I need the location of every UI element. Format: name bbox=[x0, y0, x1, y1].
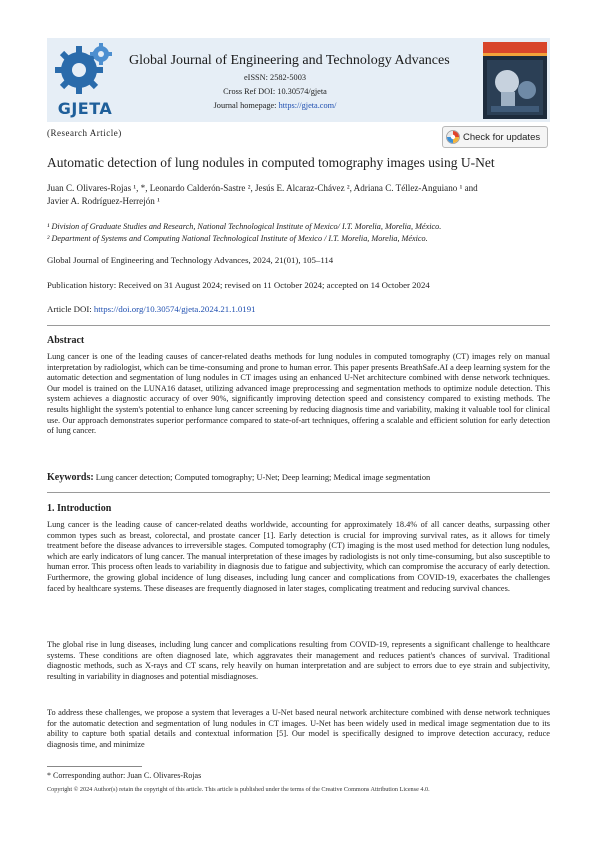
citation: Global Journal of Engineering and Technology Advances, 2024, 21(01), 105–114 bbox=[47, 255, 334, 265]
journal-title: Global Journal of Engineering and Technology Advances bbox=[129, 53, 450, 68]
abstract-text: Lung cancer is one of the leading causes of cancer-related deaths methods for lung nodules in computed tomography (CT) images rely on manual interpretation by radiologist, which can be time-consuming and prone to human error. This paper presents BreathSafe.AI a deep learning system for the automatic detection and segmentation of lung nodules in CT images using an enhanced U-Net architecture combined with dense network techniques. Our model is trained on the LUNA16 dataset, utilizing advanced image preprocessing and segmentation methods to optimize nodule detection. This system achieves a diagnostic accuracy of over 90%, significantly improving detection speed and consistency compared to existing methods. The results highlight the system's potential to enhance lung cancer screening by reducing diagnosis time and variability, making it valuable tool for clinical use. Our approach demonstrates superior performance compared to state-of-art techniques, offering a scalable and efficient solution for early detection of lung cancer. bbox=[47, 352, 550, 436]
article-doi: Article DOI: https://doi.org/10.30574/gjeta.2024.21.1.0191 bbox=[47, 304, 256, 314]
keywords-label: Keywords: bbox=[47, 472, 94, 483]
section-divider bbox=[47, 492, 550, 493]
copyright-notice: Copyright © 2024 Author(s) retain the copyright of this article. This article is published under the terms of the Creative Commons Attribution License 4.0. bbox=[47, 786, 430, 793]
crossref-doi: Cross Ref DOI: 10.30574/gjeta bbox=[223, 87, 327, 96]
affiliation-1: ¹ Division of Graduate Studies and Research, National Technological Institute of Mexico/ I.T. Morelia, Morelia, México. bbox=[47, 222, 442, 231]
check-for-updates-label: Check for updates bbox=[463, 132, 541, 143]
authors-line-1: Juan C. Olivares-Rojas ¹, *, Leonardo Calderón-Sastre ², Jesús E. Alcaraz-Chávez ², Adriana C. Téllez-Anguiano ¹ and bbox=[47, 183, 478, 193]
homepage-link[interactable]: https://gjeta.com/ bbox=[278, 101, 337, 110]
doi-link[interactable]: https://doi.org/10.30574/gjeta.2024.21.1.0191 bbox=[93, 304, 256, 314]
introduction-heading: 1. Introduction bbox=[47, 503, 112, 514]
eissn: eISSN: 2582-5003 bbox=[244, 73, 306, 82]
affiliation-2: ² Department of Systems and Computing National Technological Institute of Mexico / I.T. Morelia, Morelia, México. bbox=[47, 233, 428, 243]
cover-robot-art-icon bbox=[487, 60, 543, 115]
keywords bbox=[47, 472, 550, 483]
corresponding-author-footnote: * Corresponding author: Juan C. Olivares-Rojas bbox=[47, 771, 202, 780]
journal-cover-thumbnail bbox=[483, 42, 547, 119]
abstract-heading: Abstract bbox=[47, 335, 85, 346]
publication-history: Publication history: Received on 31 August 2024; revised on 11 October 2024; accepted on 14 October 2024 bbox=[47, 280, 430, 290]
footnote-rule bbox=[47, 766, 142, 767]
article-type: (Research Article) bbox=[47, 128, 122, 138]
keywords-text: Lung cancer detection; Computed tomography; U-Net; Deep learning; Medical image segmentation bbox=[93, 473, 431, 482]
article-title: Automatic detection of lung nodules in computed tomography images using U-Net bbox=[47, 155, 495, 170]
intro-paragraph-2: The global rise in lung diseases, including lung cancer and complications resulting from COVID-19, represents a significant challenge to healthcare systems. These conditions are often diagnosed late, which aggravates their management and reduces patient's chances of survival. Traditional diagnostic methods, such as X-rays and CT scans, rely heavily on human interpretation and are subject to errors due to eye strain and subjectivity, resulting in variability in diagnoses and potential misdiagnoses. bbox=[47, 640, 550, 681]
section-divider bbox=[47, 325, 550, 326]
affiliations bbox=[47, 221, 557, 244]
authors bbox=[47, 182, 557, 208]
intro-paragraph-1: Lung cancer is the leading cause of cancer-related deaths worldwide, accounting for approximately 18.4% of all cancer deaths, surpassing other common types such as breast, colorectal, and prostate cancer [1]. Early detection is crucial for improving survival rates, as it allows for timely treatment before the disease advances to irreversible stages. Computed tomography (CT) imaging is the most used method for detection lung nodules, which are early indicators of lung cancer. The manual interpretation of these images by radiologists is not only time-consuming, but also susceptible to human error. This process often leads to variability in diagnosis due to fatigue and subjectivity, which can compromise the accuracy of early detection. Furthermore, the growing global incidence of lung diseases, including lung cancer and complications from COVID-19, exacerbates the challenges faced by healthcare systems. These diseases are frequently diagnosed in later stages, complicating treatment and reducing survival chances. bbox=[47, 520, 550, 593]
logo-lettering: GJETA bbox=[57, 99, 113, 118]
journal-homepage: Journal homepage: https://gjeta.com/ bbox=[213, 101, 337, 110]
intro-paragraph-3: To address these challenges, we propose a system that leverages a U-Net based neural network architecture combined with dense network techniques for the automatic detection and segmentation of lung nodules in CT images. U-Net has been widely used in medical image segmentation due to its ability to capture both spatial details and contextual information [5]. Our model is specifically designed to improve detection accuracy, reduce diagnosis time, and minimize bbox=[47, 708, 550, 749]
check-for-updates-button[interactable] bbox=[442, 126, 548, 148]
crossmark-icon bbox=[446, 130, 460, 144]
authors-line-2: Javier A. Rodríguez-Herrejón ¹ bbox=[47, 196, 160, 206]
